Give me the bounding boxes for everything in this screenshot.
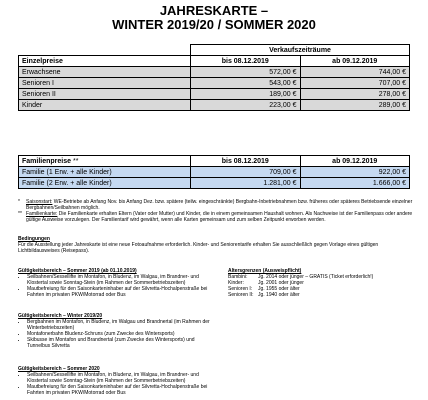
price-until: 709,00 € (191, 167, 300, 178)
winter-section (18, 313, 218, 349)
single-col2-header: ab 09.12.2019 (300, 56, 410, 67)
row-label: Senioren II (19, 89, 191, 100)
family-col1-header: bis 08.12.2019 (191, 156, 300, 167)
winter-heading: Gültigkeitsbereich – Winter 2019/20 (18, 313, 103, 319)
age-row: Bambini: Jg. 2014 oder jünger – GRATIS (Ticket erforderlich!) (228, 274, 374, 280)
list-item: • Mautbefreiung für den Saisonkarteninhaber auf der Silvretta-Hochalpenstraße bei Fahrten im privaten PKW/Motorrad oder Bus (27, 384, 218, 396)
age-limits-heading: Altersgrenzen (Ausweispflicht) (228, 268, 302, 274)
list-item: • Seilbahnen/Sessellifte im Montafon, in Bludenz, im Walgau, im Brandner- und Klostertal sowie Sonntag-Stein (im Rahmen der Sommerbetriebszeiten) (27, 274, 208, 286)
summer-2019-heading: Gültigkeitsbereich – Sommer 2019 (ab 01.10.2019) (18, 268, 137, 274)
table-row (19, 100, 410, 111)
family-prices-heading: Familienpreise ** (19, 156, 191, 167)
row-label: Familie (2 Erw. + alle Kinder) (19, 178, 191, 189)
list-item: • Seilbahnen/Sessellifte im Montafon, in Bludenz, im Walgau, im Brandner- und Klostertal sowie Sonntag-Stein (im Rahmen der Sommerbetriebszeiten) (27, 372, 218, 384)
summer-2020-list (18, 372, 218, 396)
footnotes (18, 199, 413, 223)
summer-2019-list (18, 274, 208, 298)
summer-2019-section (18, 268, 208, 298)
summer-2020-heading: Gültigkeitsbereich – Sommer 2020 (18, 366, 100, 372)
list-item: • Skibusse im Montafon und Brandnertal (zum Zwecke des Wintersports) und Tunnelbus Silvretta (27, 337, 218, 349)
summer-2020-section (18, 366, 218, 396)
price-until: 1.281,00 € (191, 178, 300, 189)
age-row: Kinder: Jg. 2001 oder jünger (228, 280, 304, 286)
row-label: Erwachsene (19, 67, 191, 78)
table-row (19, 178, 410, 189)
footnote-family: ** Familienkarte: Die Familienkarte erhalten Eltern (Vater oder Mutter) und Kinder, die in einem gemeinsamen Haushalt wohnen. Als Nachweise ist der Familienpass oder andere gültige Ausweise vorzulegen. Der Familientarif wird gewährt, wenn alle Karten gemeinsam und zum selben Zeitpunkt erworben werden. (18, 211, 413, 223)
conditions-section (18, 236, 413, 254)
winter-list (18, 319, 218, 349)
row-label: Kinder (19, 100, 191, 111)
single-prices-table (18, 44, 410, 111)
price-until: 189,00 € (191, 89, 300, 100)
single-col1-header: bis 08.12.2019 (191, 56, 300, 67)
title-line-2: WINTER 2019/20 / SOMMER 2020 (112, 17, 316, 32)
table-row (19, 89, 410, 100)
table-row (19, 78, 410, 89)
price-until: 572,00 € (191, 67, 300, 78)
list-item: • Montafonerbahn Bludenz-Schruns (zum Zwecke des Wintersports) (27, 331, 218, 337)
price-until: 223,00 € (191, 100, 300, 111)
price-from: 289,00 € (300, 100, 410, 111)
conditions-heading: Bedingungen (18, 236, 50, 242)
footnote-season: * Saisonstart: WE-Betriebe ab Anfang Nov. bis Anfang Dez. bzw. spätere (teilw. eingeschränkte) Bergbahn-Inbetriebnahmen bzw. früheres oder späteres Betriebsende einzelner Bergbahnen/Seilbahnen möglich. (18, 199, 413, 211)
family-prices-table (18, 155, 410, 189)
price-from: 744,00 € (300, 67, 410, 78)
age-row: Senioren I: Jg. 1955 oder älter (228, 286, 300, 292)
family-col2-header: ab 09.12.2019 (300, 156, 410, 167)
age-row: Senioren II: Jg. 1940 oder älter (228, 292, 300, 298)
conditions-text: Für die Ausstellung jeder Jahreskarte ist eine neue Fotoaufnahme erforderlich. Kinder- und Seniorentarife erhalten Sie ausschließlich gegen Vorlage eines gültigen Lichtbildausweises (Reisepass). (18, 242, 379, 254)
price-from: 707,00 € (300, 78, 410, 89)
row-label: Senioren I (19, 78, 191, 89)
title-line-1: JAHRESKARTE – (159, 3, 269, 18)
list-item: • Bergbahnen im Montafon, in Bludenz, im Walgau und Brandnertal (im Rahmen der Winterbetriebszeiten) (27, 319, 218, 331)
price-from: 1.666,00 € (300, 178, 410, 189)
price-from: 922,00 € (300, 167, 410, 178)
sales-period-header: Verkaufszeiträume (191, 45, 410, 56)
single-prices-heading: Einzelpreise (19, 56, 191, 67)
list-item: • Mautbefreiung für den Saisonkarteninhaber auf der Silvretta-Hochalpenstraße bei Fahrten im privaten PKW/Motorrad oder Bus (27, 286, 208, 298)
price-until: 543,00 € (191, 78, 300, 89)
table-row (19, 67, 410, 78)
price-from: 278,00 € (300, 89, 410, 100)
row-label: Familie (1 Erw. + alle Kinder) (19, 167, 191, 178)
age-limits-section (228, 268, 418, 298)
table-row (19, 167, 410, 178)
